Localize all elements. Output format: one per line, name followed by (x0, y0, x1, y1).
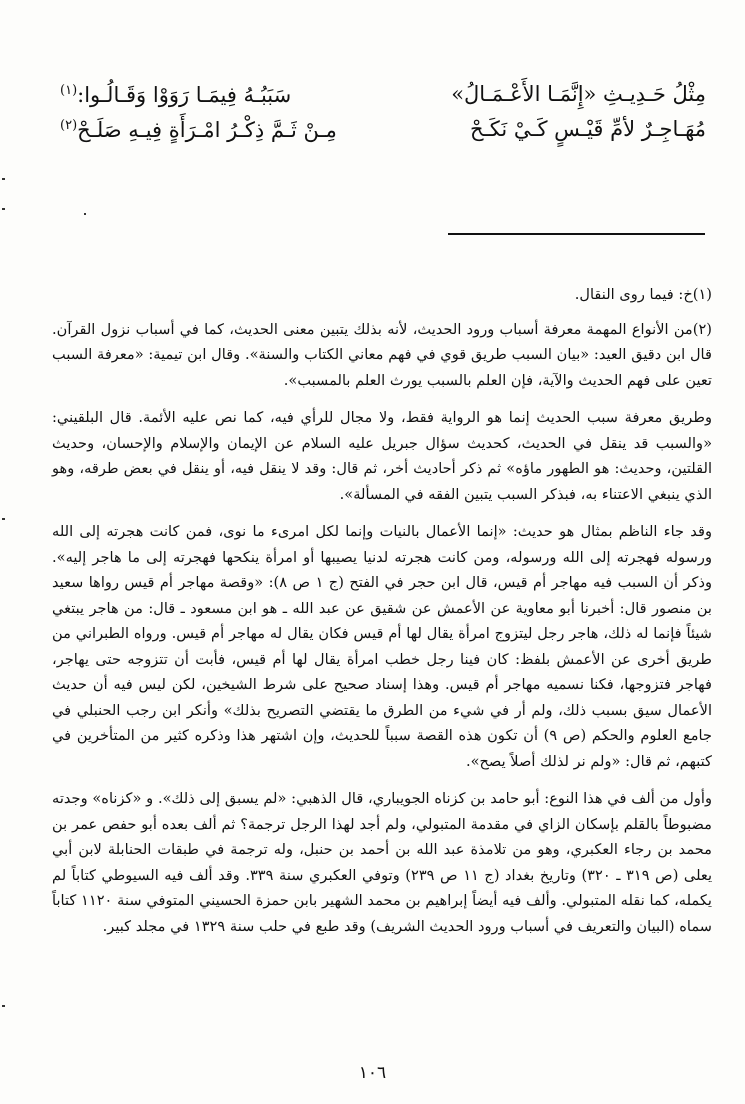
verse-line-1-first-hemistich: مِثْلُ حَـدِيـثِ «إِنَّمَـا الأَعْـمَـالُ» (451, 82, 706, 106)
footnote-separator-rule (448, 233, 705, 235)
verse-line-1-second-hemistich-text: سَبَبُـهُ فِيمَـا رَوَوْا وَقَـالُـوا: (77, 83, 292, 107)
verse-line-2-second-hemistich (60, 119, 337, 141)
footnote-2-paragraph-2: وطريق معرفة سبب الحديث إنما هو الرواية فقط، ولا مجال للرأي فيه، كما نص عليه الأئمة. قال البلقيني: «والسبب قد ينقل في الحديث، كحديث سؤال جبريل عليه السلام عن الإيمان والإسلام والإحسان، وحديث القلتين، وحديث: هو الطهور ماؤه» ثم ذكر أحاديث أخر، ثم قال: وقد لا ينقل فيه، أو ينقل في بعض طرقه، وهو الذي ينبغي الاعتناء به، فبذكر السبب يتبين الفقه في المسألة». (52, 409, 712, 503)
footnote-marker-1: (١) (60, 83, 78, 98)
footnote-1: (١)خ: فيما روى النقال. (574, 286, 712, 303)
footnote-2-paragraph-1: (٢)من الأنواع المهمة معرفة أسباب ورود الحديث، لأنه بذلك يتبين معنى الحديث، كما في أسباب نزول القرآن. قال ابن دقيق العيد: «بيان السبب طريق قوي في فهم معاني الكتاب والسنة». وقال ابن تيمية: «معرفة السبب تعين على فهم الحديث والآية، فإن العلم بالسبب يورث العلم بالمسبب». (52, 320, 712, 389)
verse-line-2-first-hemistich: مُهَـاجِـرٌ لأمِّ قَيْـسٍ كَـيْ نَكَـحْ (470, 117, 706, 141)
verse-line-1-second-hemistich (60, 84, 291, 106)
page-number: ١٠٦ (358, 1063, 387, 1083)
footnote-2-paragraph-4: وأول من ألف في هذا النوع: أبو حامد بن كزناه الجويباري، قال الذهبي: «لم يسبق إلى ذلك». و «كزناه» وجدته مضبوطاً بالقلم بإسكان الزاي في مقدمة المتبولي، ولم أجد لهذا الرجل ترجمة؟ ثم ألف بعده أبو حفص عمر بن محمد بن رجاء العكبري، وهو من تلامذة عبد الله بن أحمد بن حنبل، وله ترجمة في طبقات الحنابلة لابن أبي يعلى (ص ٣١٩ ـ ٣٢٠) وتاريخ بغداد (ج ١١ ص ٢٣٩) وتوفي العكبري سنة ٣٣٩. وقد ألف فيه السيوطي كتاباً لم يكمله، كما نقله المتبولي. وألف فيه أيضاً إبراهيم بن محمد الشهير بابن حمزة الحسيني المتوفي سنة ١١٢٠ كتاباً سماه (البيان والتعريف في أسباب ورود الحديث الشريف) وقد طبع في حلب سنة ١٣٢٩ في مجلد كبير. (52, 790, 713, 935)
footnotes (52, 282, 712, 951)
footnote-2-paragraph-3: وقد جاء الناظم بمثال هو حديث: «إنما الأعمال بالنيات وإنما لكل امرىء ما نوى، فمن كانت هجرته إلى الله ورسوله فهجرته إلى الله ورسوله، ومن كانت هجرته لدنيا يصيبها أو امرأة ينكحها فهجرته إلى ما هاجر إليه». وذكر أن السبب فيه مهاجر أم قيس، قال ابن حجر في الفتح (ج ١ ص ٨): «وقصة مهاجر أم قيس رواها سعيد بن منصور قال: أخبرنا أبو معاوية عن الأعمش عن شقيق عن عبد الله ـ هو ابن مسعود ـ قال: من هاجر يبتغي شيئاً فإنما له ذلك، هاجر رجل ليتزوج امرأة يقال لها أم قيس فكان يقال له مهاجر أم قيس. ورواه الطبراني من طريق أخرى عن الأعمش بلفظ: كان فينا رجل خطب امرأة يقال لها أم قيس، فأبت أن تتزوجه حتى يهاجر، فهاجر فتزوجها، فكنا نسميه مهاجر أم قيس. وهذا إسناد صحيح على شرط الشيخين، لكن ليس فيه أن حديث الأعمال سيق بسبب ذلك، ولم أر في شيء من الطرق ما يقتضي التصريح بذلك» وأنكر ابن رجب الحنبلي في جامع العلوم والحكم (ص ٩) أن تكون هذه القصة سبباً للحديث، وإن اشتهر هذا وذكره كثير من المتأخرين في كتبهم، ثم قال: «ولم نر لذلك أصلاً يصح». (52, 523, 713, 770)
footnote-marker-2: (٢) (60, 118, 78, 133)
verse-line-2-second-hemistich-text: مِـنْ ثَـمَّ ذِكْـرُ امْـرَأَةٍ فِيـهِ صَلَـحْ (77, 118, 337, 142)
